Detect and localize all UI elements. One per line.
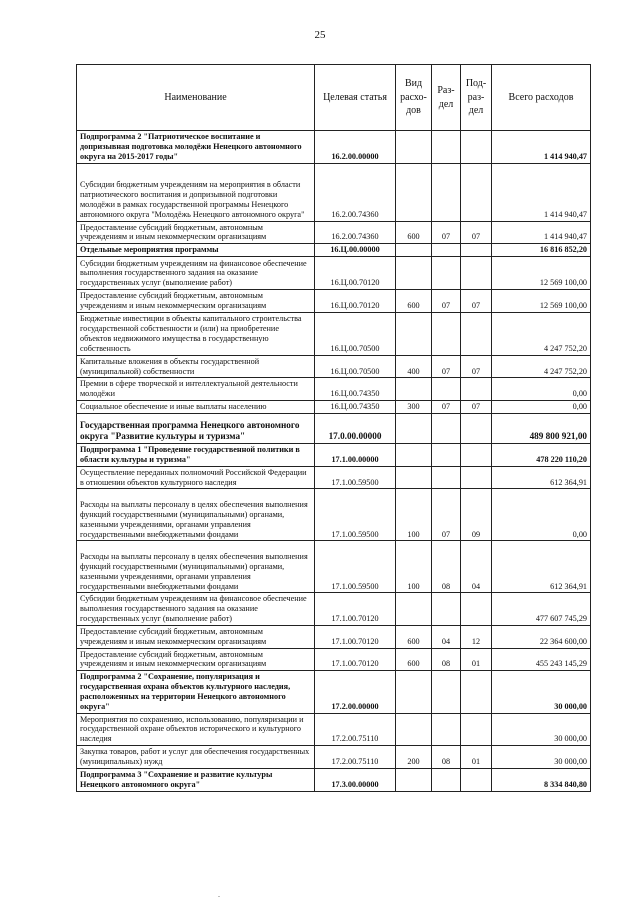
row-code: 17.1.00.70120 [315,593,396,626]
row-total: 30 000,00 [492,746,591,769]
row-razdel [432,443,461,466]
row-total: 12 569 100,00 [492,257,591,290]
table-row [77,413,591,443]
row-podrazdel: 09 [461,489,492,541]
row-vid [396,443,432,466]
row-name: Расходы на выплаты персоналу в целях обеспечения выполнения функций государственными (муниципальными) органами, казенными учреждениями, органами управления государственными внебюджетными фондами [77,541,315,593]
row-podrazdel: 07 [461,355,492,378]
row-podrazdel [461,244,492,257]
row-razdel [432,593,461,626]
table-row [77,648,591,671]
row-vid [396,378,432,401]
row-podrazdel [461,312,492,355]
row-total: 1 414 940,47 [492,131,591,164]
row-name: Капитальные вложения в объекты государственной (муниципальной) собственности [77,355,315,378]
row-name: Предоставление субсидий бюджетным, автономным учреждениям и иным некоммерческим организациям [77,290,315,313]
row-code: 17.1.00.00000 [315,443,396,466]
row-vid [396,671,432,713]
row-razdel [432,312,461,355]
row-podrazdel: 04 [461,541,492,593]
row-vid: 600 [396,625,432,648]
row-name: Подпрограмма 2 "Патриотическое воспитание и допризывная подготовка молодёжи Ненецкого автономного округа на 2015-2017 годы" [77,131,315,164]
row-razdel [432,244,461,257]
row-podrazdel: 07 [461,401,492,414]
row-code: 16.2.00.74360 [315,221,396,244]
row-vid [396,244,432,257]
row-code: 17.2.00.00000 [315,671,396,713]
row-razdel [432,671,461,713]
row-vid [396,312,432,355]
row-code: 16.2.00.00000 [315,131,396,164]
table-row [77,244,591,257]
row-total: 0,00 [492,378,591,401]
row-razdel: 07 [432,401,461,414]
budget-table [76,64,591,792]
row-total: 4 247 752,20 [492,355,591,378]
header-code: Целевая статья [315,65,396,131]
row-razdel: 08 [432,541,461,593]
row-podrazdel [461,466,492,489]
row-code: 17.1.00.59500 [315,541,396,593]
row-name: Закупка товаров, работ и услуг для обеспечения государственных (муниципальных) нужд [77,746,315,769]
row-vid [396,131,432,164]
row-razdel [432,131,461,164]
table-row [77,257,591,290]
row-razdel [432,257,461,290]
row-razdel: 07 [432,290,461,313]
row-total: 0,00 [492,401,591,414]
row-podrazdel [461,163,492,221]
row-total: 12 569 100,00 [492,290,591,313]
row-vid: 600 [396,221,432,244]
row-total: 478 220 110,20 [492,443,591,466]
row-vid: 600 [396,290,432,313]
table-row [77,541,591,593]
row-name: Субсидии бюджетным учреждениям на финансовое обеспечение выполнения государственного задания на оказание государственных услуг (выполнение работ) [77,593,315,626]
row-name: Подпрограмма 2 "Сохранение, популяризация и государственная охрана объектов культурного наследия, расположенных на территории Ненецкого автономного округа" [77,671,315,713]
row-vid: 300 [396,401,432,414]
header-name: Наименование [77,65,315,131]
row-name: Подпрограмма 1 "Проведение государственной политики в области культуры и туризма" [77,443,315,466]
row-code: 17.3.00.00000 [315,768,396,791]
row-name: Мероприятия по сохранению, использованию, популяризации и государственной охране объектов исторического и культурного наследия [77,713,315,746]
row-name: Подпрограмма 3 "Сохранение и развитие культуры Ненецкого автономного округа" [77,768,315,791]
row-vid: 100 [396,541,432,593]
table-row [77,355,591,378]
table-row [77,290,591,313]
row-code: 17.1.00.70120 [315,648,396,671]
row-code: 16.Ц.00.70120 [315,290,396,313]
row-vid: 100 [396,489,432,541]
table-row [77,489,591,541]
row-razdel [432,466,461,489]
row-podrazdel [461,257,492,290]
row-vid: 600 [396,648,432,671]
row-code: 16.Ц.00.70120 [315,257,396,290]
row-code: 17.1.00.70120 [315,625,396,648]
row-name: Премии в сфере творческой и интеллектуальной деятельности молодёжи [77,378,315,401]
row-code: 16.2.00.74360 [315,163,396,221]
row-name: Предоставление субсидий бюджетным, автономным учреждениям и иным некоммерческим организациям [77,648,315,671]
row-vid [396,257,432,290]
row-total: 4 247 752,20 [492,312,591,355]
row-razdel: 08 [432,648,461,671]
row-name: Субсидии бюджетным учреждениям на финансовое обеспечение выполнения государственного задания на оказание государственных услуг (выполнение работ) [77,257,315,290]
row-razdel [432,378,461,401]
table-row [77,746,591,769]
table-header-row [77,65,591,131]
header-total: Всего расходов [492,65,591,131]
row-code: 16.Ц.00.00000 [315,244,396,257]
row-razdel: 08 [432,746,461,769]
row-podrazdel: 01 [461,648,492,671]
row-code: 17.1.00.59500 [315,489,396,541]
row-total: 1 414 940,47 [492,163,591,221]
row-vid [396,163,432,221]
row-code: 17.2.00.75110 [315,746,396,769]
row-vid: 400 [396,355,432,378]
row-total: 489 800 921,00 [492,413,591,443]
row-podrazdel [461,413,492,443]
header-podrazdel: Под-раз-дел [461,65,492,131]
row-podrazdel [461,443,492,466]
row-name: Осуществление переданных полномочий Российской Федерации в отношении объектов культурного наследия [77,466,315,489]
row-podrazdel [461,768,492,791]
row-vid: 200 [396,746,432,769]
row-total: 22 364 600,00 [492,625,591,648]
row-total: 0,00 [492,489,591,541]
page-number: 25 [314,29,326,41]
row-name: Расходы на выплаты персоналу в целях обеспечения выполнения функций государственными (муниципальными) органами, казенными учреждениями, органами управления государственными внебюджетными фондами [77,489,315,541]
table-row [77,625,591,648]
table-body [77,131,591,792]
table-row [77,163,591,221]
row-code: 17.1.00.59500 [315,466,396,489]
row-podrazdel [461,713,492,746]
row-total: 455 243 145,29 [492,648,591,671]
row-podrazdel [461,593,492,626]
row-total: 16 816 852,20 [492,244,591,257]
row-total: 1 414 940,47 [492,221,591,244]
row-name: Субсидии бюджетным учреждениям на мероприятия в области патриотического воспитания и допризывной подготовки молодёжи в рамках государственной программы Ненецкого автономного округа "Молодёжь Ненецкого автономного округа" [77,163,315,221]
row-razdel: 04 [432,625,461,648]
row-name: Предоставление субсидий бюджетным, автономным учреждениям и иным некоммерческим организациям [77,221,315,244]
row-name: Отдельные мероприятия программы [77,244,315,257]
row-code: 16.Ц.00.70500 [315,312,396,355]
table-row [77,768,591,791]
table-row [77,443,591,466]
table-row [77,131,591,164]
row-total: 612 364,91 [492,466,591,489]
row-podrazdel [461,131,492,164]
table-row [77,671,591,713]
row-razdel: 07 [432,221,461,244]
row-total: 477 607 745,29 [492,593,591,626]
table-row [77,401,591,414]
row-code: 17.2.00.75110 [315,713,396,746]
row-razdel [432,163,461,221]
row-code: 17.0.00.00000 [315,413,396,443]
table-row [77,312,591,355]
table-row [77,593,591,626]
row-razdel [432,768,461,791]
row-total: 612 364,91 [492,541,591,593]
row-total: 8 334 840,80 [492,768,591,791]
header-vid: Вид расхо-дов [396,65,432,131]
page-footer-mark: . [218,890,220,899]
row-vid [396,768,432,791]
row-vid [396,466,432,489]
row-razdel: 07 [432,355,461,378]
row-podrazdel [461,671,492,713]
row-podrazdel: 01 [461,746,492,769]
row-vid [396,713,432,746]
row-name: Социальное обеспечение и иные выплаты населению [77,401,315,414]
row-podrazdel: 07 [461,290,492,313]
row-podrazdel [461,378,492,401]
row-code: 16.Ц.00.74350 [315,378,396,401]
row-total: 30 000,00 [492,713,591,746]
row-podrazdel: 07 [461,221,492,244]
row-name: Предоставление субсидий бюджетным, автономным учреждениям и иным некоммерческим организациям [77,625,315,648]
row-vid [396,593,432,626]
row-razdel [432,413,461,443]
row-total: 30 000,00 [492,671,591,713]
table-row [77,378,591,401]
table-row [77,713,591,746]
row-razdel: 07 [432,489,461,541]
row-vid [396,413,432,443]
row-name: Бюджетные инвестиции в объекты капитального строительства государственной собственности и (или) на приобретение объектов недвижимого имущества в государственную собственность [77,312,315,355]
table-row [77,466,591,489]
row-code: 16.Ц.00.70500 [315,355,396,378]
row-razdel [432,713,461,746]
row-name: Государственная программа Ненецкого автономного округа "Развитие культуры и туризма" [77,413,315,443]
table-row [77,221,591,244]
row-code: 16.Ц.00.74350 [315,401,396,414]
row-podrazdel: 12 [461,625,492,648]
header-razdel: Раз-дел [432,65,461,131]
